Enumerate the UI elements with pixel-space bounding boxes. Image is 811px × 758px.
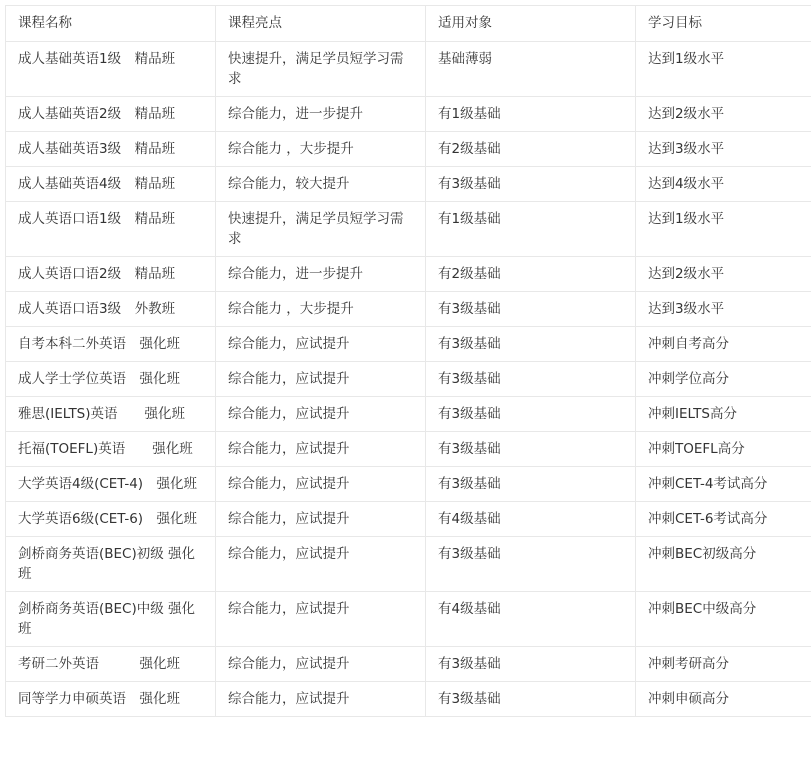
cell-course-name: 大学英语6级(CET-6) 强化班 <box>6 502 216 537</box>
cell-learning-goal: 冲刺BEC中级高分 <box>636 592 811 647</box>
cell-learning-goal: 冲刺BEC初级高分 <box>636 537 811 592</box>
cell-course-highlight: 综合能力，应试提升 <box>216 432 426 467</box>
cell-course-name: 成人基础英语3级 精品班 <box>6 132 216 167</box>
table-row <box>6 257 811 292</box>
cell-learning-goal: 冲刺学位高分 <box>636 362 811 397</box>
cell-learning-goal: 冲刺自考高分 <box>636 327 811 362</box>
cell-course-highlight: 综合能力，应试提升 <box>216 647 426 682</box>
cell-audience: 有2级基础 <box>426 132 636 167</box>
cell-learning-goal: 达到4级水平 <box>636 167 811 202</box>
table-row <box>6 362 811 397</box>
table-row <box>6 647 811 682</box>
cell-audience: 有3级基础 <box>426 292 636 327</box>
cell-course-highlight: 综合能力 ，大步提升 <box>216 132 426 167</box>
cell-course-highlight: 综合能力 ，大步提升 <box>216 292 426 327</box>
table-row <box>6 397 811 432</box>
cell-course-name: 托福(TOEFL)英语 强化班 <box>6 432 216 467</box>
header-course-name: 课程名称 <box>6 6 216 42</box>
cell-course-name: 成人学士学位英语 强化班 <box>6 362 216 397</box>
cell-audience: 有3级基础 <box>426 467 636 502</box>
table-row <box>6 327 811 362</box>
cell-audience: 有4级基础 <box>426 592 636 647</box>
course-table <box>5 5 811 717</box>
cell-audience: 有2级基础 <box>426 257 636 292</box>
cell-course-name: 同等学力申硕英语 强化班 <box>6 682 216 717</box>
cell-audience: 有3级基础 <box>426 432 636 467</box>
cell-course-name: 成人英语口语1级 精品班 <box>6 202 216 257</box>
table-body <box>6 42 811 717</box>
table-row <box>6 97 811 132</box>
cell-learning-goal: 冲刺考研高分 <box>636 647 811 682</box>
cell-audience: 有3级基础 <box>426 167 636 202</box>
cell-audience: 有4级基础 <box>426 502 636 537</box>
cell-learning-goal: 冲刺TOEFL高分 <box>636 432 811 467</box>
cell-course-highlight: 综合能力，应试提升 <box>216 502 426 537</box>
cell-learning-goal: 达到1级水平 <box>636 42 811 97</box>
cell-course-name: 成人基础英语4级 精品班 <box>6 167 216 202</box>
cell-course-highlight: 综合能力，应试提升 <box>216 397 426 432</box>
table-row <box>6 202 811 257</box>
cell-course-highlight: 综合能力，应试提升 <box>216 537 426 592</box>
cell-course-highlight: 综合能力，应试提升 <box>216 592 426 647</box>
cell-audience: 有3级基础 <box>426 537 636 592</box>
table-row <box>6 467 811 502</box>
cell-audience: 有1级基础 <box>426 202 636 257</box>
cell-course-highlight: 快速提升，满足学员短学习需求 <box>216 202 426 257</box>
cell-learning-goal: 达到2级水平 <box>636 257 811 292</box>
table-row <box>6 682 811 717</box>
cell-learning-goal: 达到3级水平 <box>636 292 811 327</box>
header-learning-goal: 学习目标 <box>636 6 811 42</box>
cell-learning-goal: 冲刺CET-4考试高分 <box>636 467 811 502</box>
cell-course-name: 大学英语4级(CET-4) 强化班 <box>6 467 216 502</box>
cell-learning-goal: 达到1级水平 <box>636 202 811 257</box>
cell-course-name: 剑桥商务英语(BEC)中级 强化班 <box>6 592 216 647</box>
cell-audience: 有3级基础 <box>426 397 636 432</box>
cell-course-name: 成人基础英语2级 精品班 <box>6 97 216 132</box>
cell-course-highlight: 综合能力，应试提升 <box>216 467 426 502</box>
table-row <box>6 502 811 537</box>
table-row <box>6 537 811 592</box>
cell-course-name: 考研二外英语 强化班 <box>6 647 216 682</box>
cell-course-name: 雅思(IELTS)英语 强化班 <box>6 397 216 432</box>
cell-learning-goal: 达到3级水平 <box>636 132 811 167</box>
cell-course-name: 自考本科二外英语 强化班 <box>6 327 216 362</box>
cell-course-highlight: 综合能力，进一步提升 <box>216 97 426 132</box>
table-row <box>6 292 811 327</box>
cell-learning-goal: 冲刺CET-6考试高分 <box>636 502 811 537</box>
cell-audience: 有3级基础 <box>426 647 636 682</box>
cell-audience: 有3级基础 <box>426 362 636 397</box>
cell-audience: 基础薄弱 <box>426 42 636 97</box>
cell-course-name: 成人基础英语1级 精品班 <box>6 42 216 97</box>
cell-course-name: 成人英语口语3级 外教班 <box>6 292 216 327</box>
cell-course-highlight: 综合能力，较大提升 <box>216 167 426 202</box>
cell-course-name: 剑桥商务英语(BEC)初级 强化班 <box>6 537 216 592</box>
table-row <box>6 132 811 167</box>
table-row <box>6 167 811 202</box>
cell-audience: 有1级基础 <box>426 97 636 132</box>
table-row <box>6 592 811 647</box>
table-row <box>6 432 811 467</box>
cell-course-highlight: 综合能力，应试提升 <box>216 362 426 397</box>
cell-course-highlight: 综合能力，应试提升 <box>216 682 426 717</box>
header-course-highlight: 课程亮点 <box>216 6 426 42</box>
cell-audience: 有3级基础 <box>426 327 636 362</box>
header-row <box>6 6 811 42</box>
table-header <box>6 6 811 42</box>
header-audience: 适用对象 <box>426 6 636 42</box>
cell-course-highlight: 综合能力，应试提升 <box>216 327 426 362</box>
cell-course-name: 成人英语口语2级 精品班 <box>6 257 216 292</box>
cell-learning-goal: 冲刺申硕高分 <box>636 682 811 717</box>
cell-course-highlight: 快速提升，满足学员短学习需求 <box>216 42 426 97</box>
table-row <box>6 42 811 97</box>
cell-audience: 有3级基础 <box>426 682 636 717</box>
cell-course-highlight: 综合能力，进一步提升 <box>216 257 426 292</box>
cell-learning-goal: 达到2级水平 <box>636 97 811 132</box>
cell-learning-goal: 冲刺IELTS高分 <box>636 397 811 432</box>
